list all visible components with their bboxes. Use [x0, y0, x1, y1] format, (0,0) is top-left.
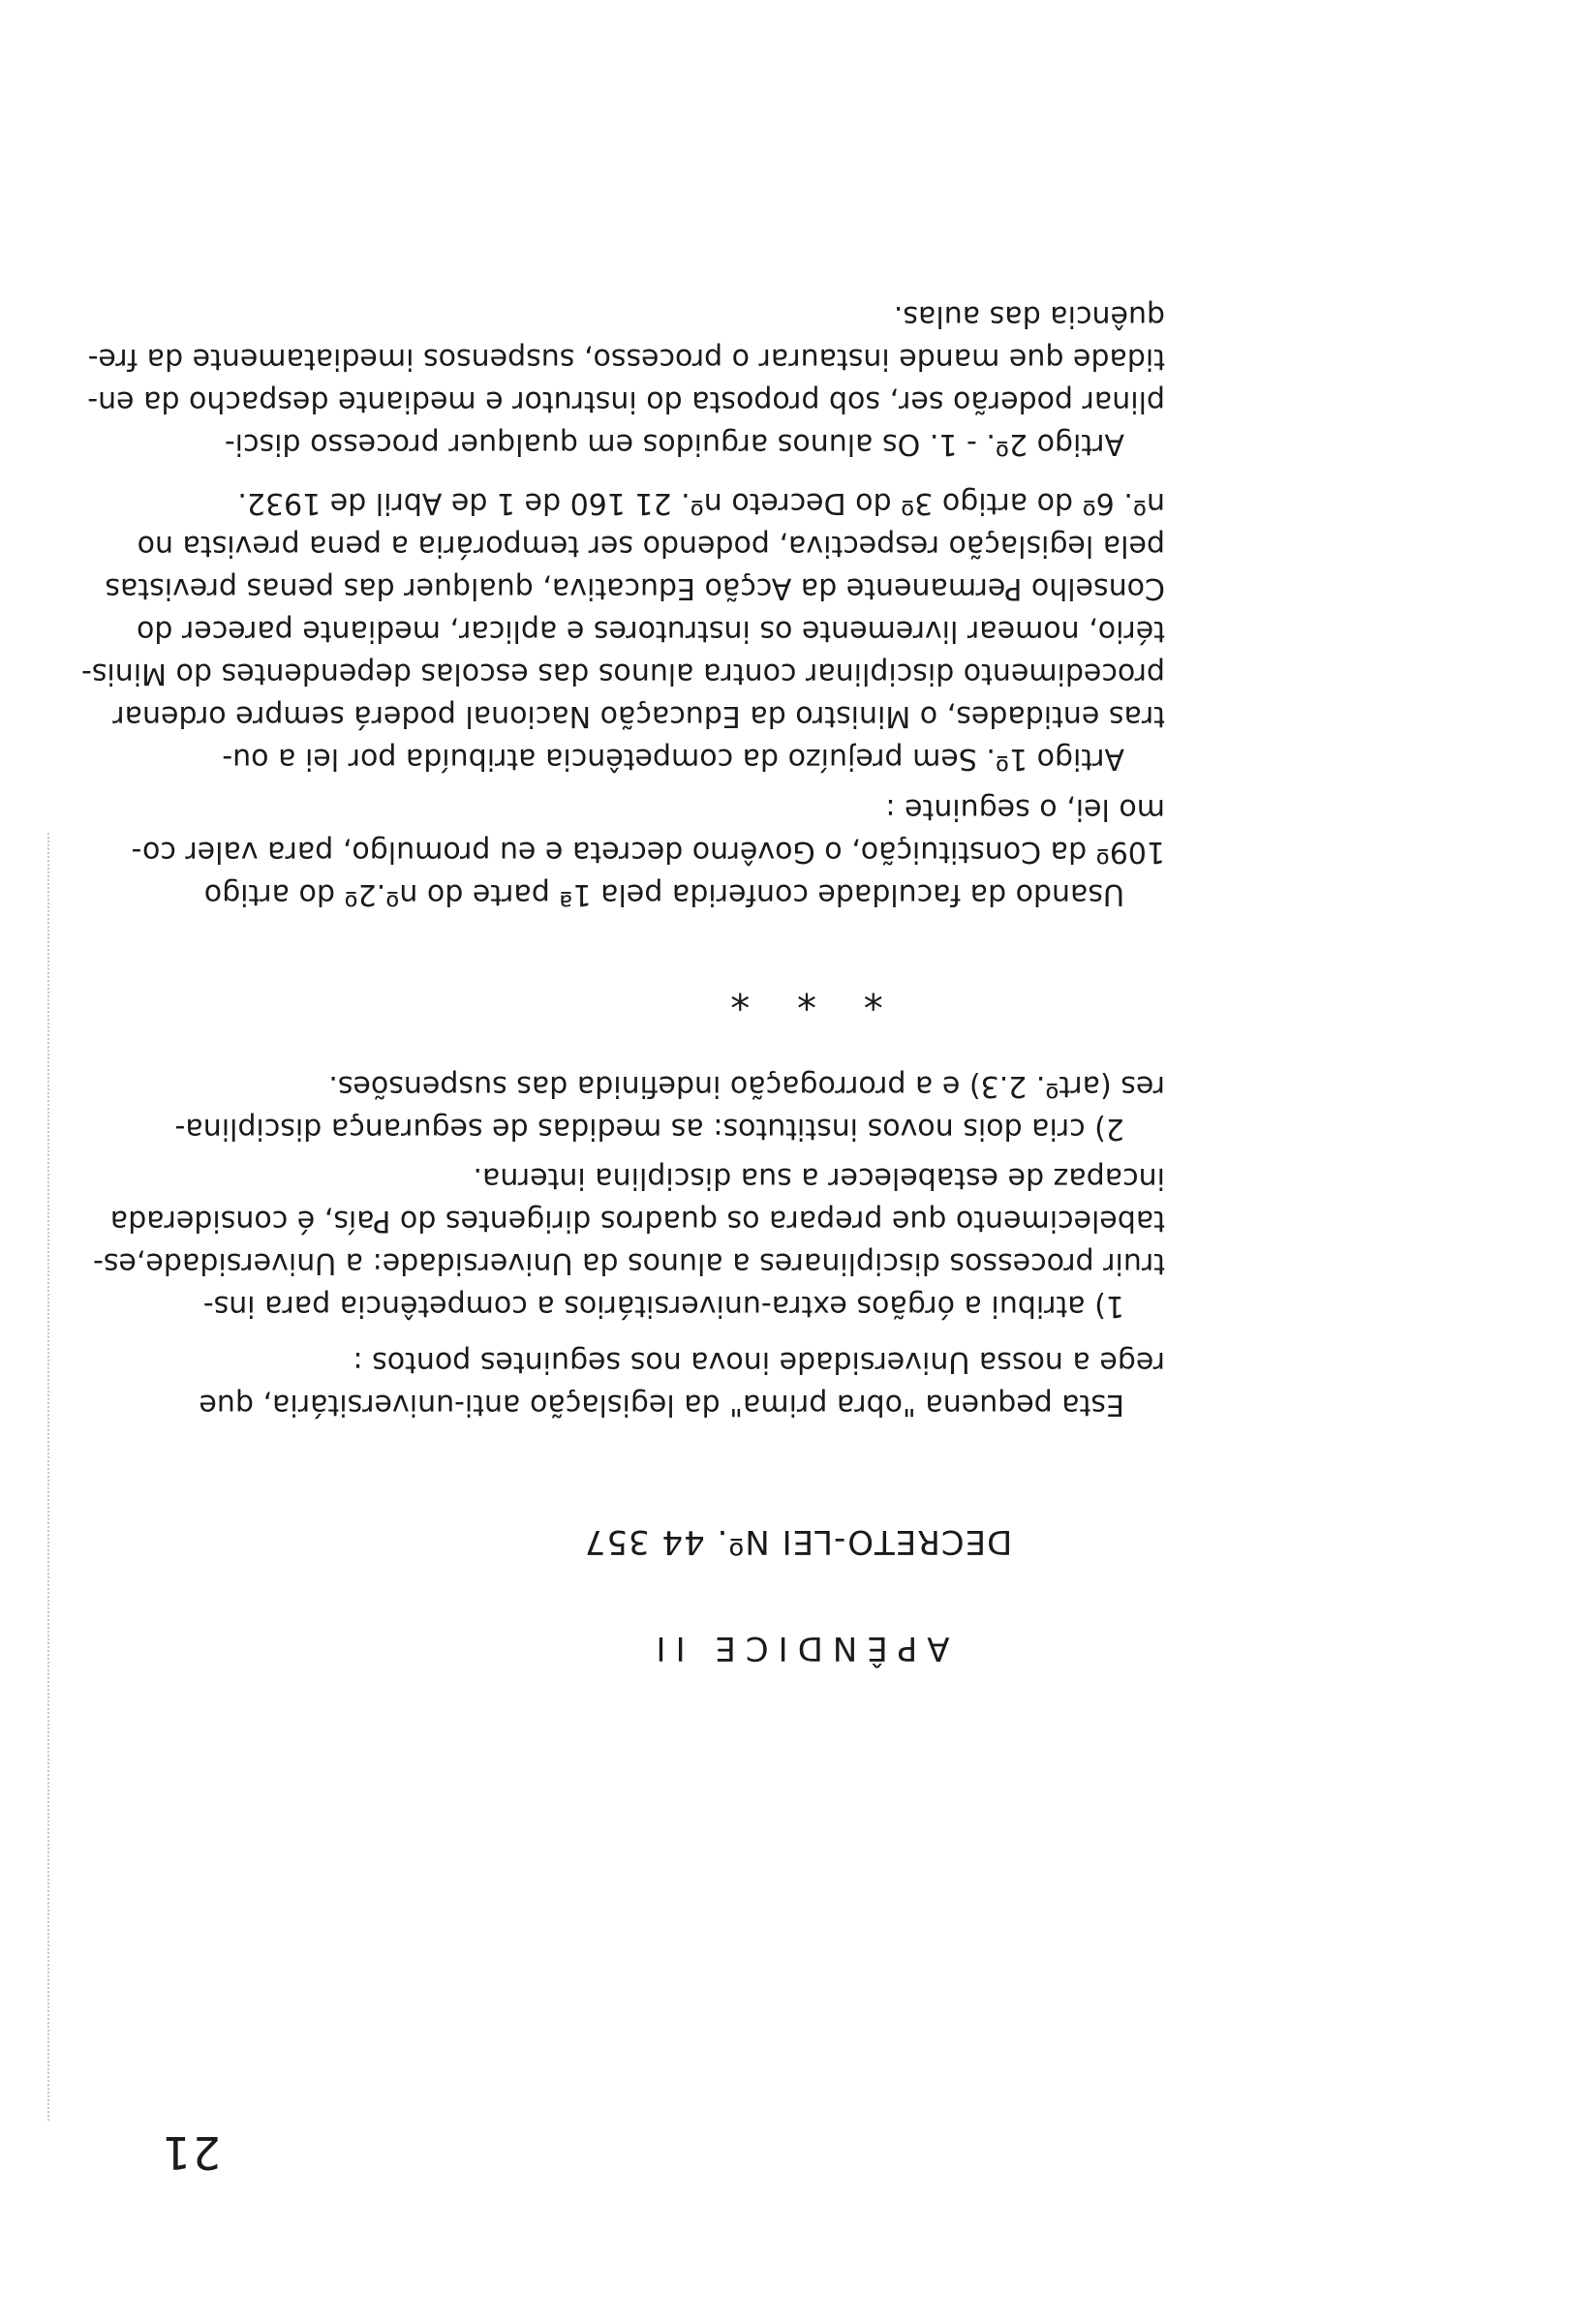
text-line: 2) cria dois novos institutos: as medidas de segurança disciplina-: [174, 1112, 1124, 1146]
margin-dotted-guide: [46, 833, 49, 2121]
text-line: tabelecimento que prepara os quadros dirigentes do País, é considerada: [109, 1204, 1165, 1238]
text-line: pela legislação respectiva, podendo ser temporária a pena prevista no: [137, 529, 1165, 563]
text-line: Esta pequena "obra prima" da legislação anti-universitária, que: [199, 1388, 1124, 1422]
article-2-paragraph: [87, 294, 1165, 465]
preamble-paragraph: [131, 787, 1165, 915]
decree-title: DECRETO-LEI Nº. 44 357: [583, 1522, 1013, 1561]
text-line: res (artº. 2.3) e a prorrogação indefinida das suspensões.: [328, 1069, 1165, 1103]
text-line: Usando da faculdade conferida pela 1ª parte do nº.2º do artigo: [203, 877, 1124, 911]
text-line: Conselho Permanente da Acção Educativa, qualquer das penas previstas: [105, 571, 1165, 605]
text-line: incapaz de estabelecer a sua disciplina interna.: [473, 1161, 1165, 1195]
text-line: Artigo 1º. Sem prejuízo da competência atribuída por lei a ou-: [222, 742, 1124, 776]
text-line: 1) atribui a órgãos extra-universitários a competência para ins-: [202, 1289, 1124, 1323]
text-line: truir processos disciplinares a alunos da Universidade: a Universidade,es-: [92, 1246, 1165, 1280]
article-1-paragraph: [81, 481, 1165, 780]
text-line: tério, nomear livremente os instrutores e aplicar, mediante parecer do: [136, 614, 1165, 648]
text-line: procedimento disciplinar contra alunos das escolas dependentes do Minis-: [81, 657, 1165, 690]
text-line: tras entidades, o Ministro da Educação Nacional poderá sempre ordenar: [112, 699, 1165, 733]
text-line: nº. 6º do artigo 3º do Decreto nº. 21 160 de 1 de Abril de 1932.: [237, 486, 1165, 520]
section-separator: * * *: [713, 972, 883, 1017]
text-line: mo lei, o seguinte :: [885, 792, 1165, 826]
text-line: tidade que mande instaurar o processo, suspensos imediatamente da fre-: [87, 342, 1165, 376]
intro-paragraph: [182, 1340, 1165, 1425]
text-line: rege a nossa Universidade inova nos seguintes pontos :: [353, 1345, 1165, 1379]
page-number: 21: [160, 2126, 221, 2179]
text-line: quência das aulas.: [893, 299, 1165, 333]
text-line: 109º da Constituição, o Govêrno decreta e eu promulgo, para valer co-: [131, 835, 1165, 869]
text-line: plinar poderão ser, sob proposta do instrutor e mediante despacho da en-: [87, 384, 1165, 418]
point-1-paragraph: [92, 1156, 1165, 1327]
text-line: Artigo 2º. - 1. Os alunos arguidos em qualquer processo disci-: [224, 427, 1124, 461]
point-2-paragraph: [174, 1064, 1165, 1149]
appendix-title: APÊNDICE II: [646, 1629, 950, 1667]
